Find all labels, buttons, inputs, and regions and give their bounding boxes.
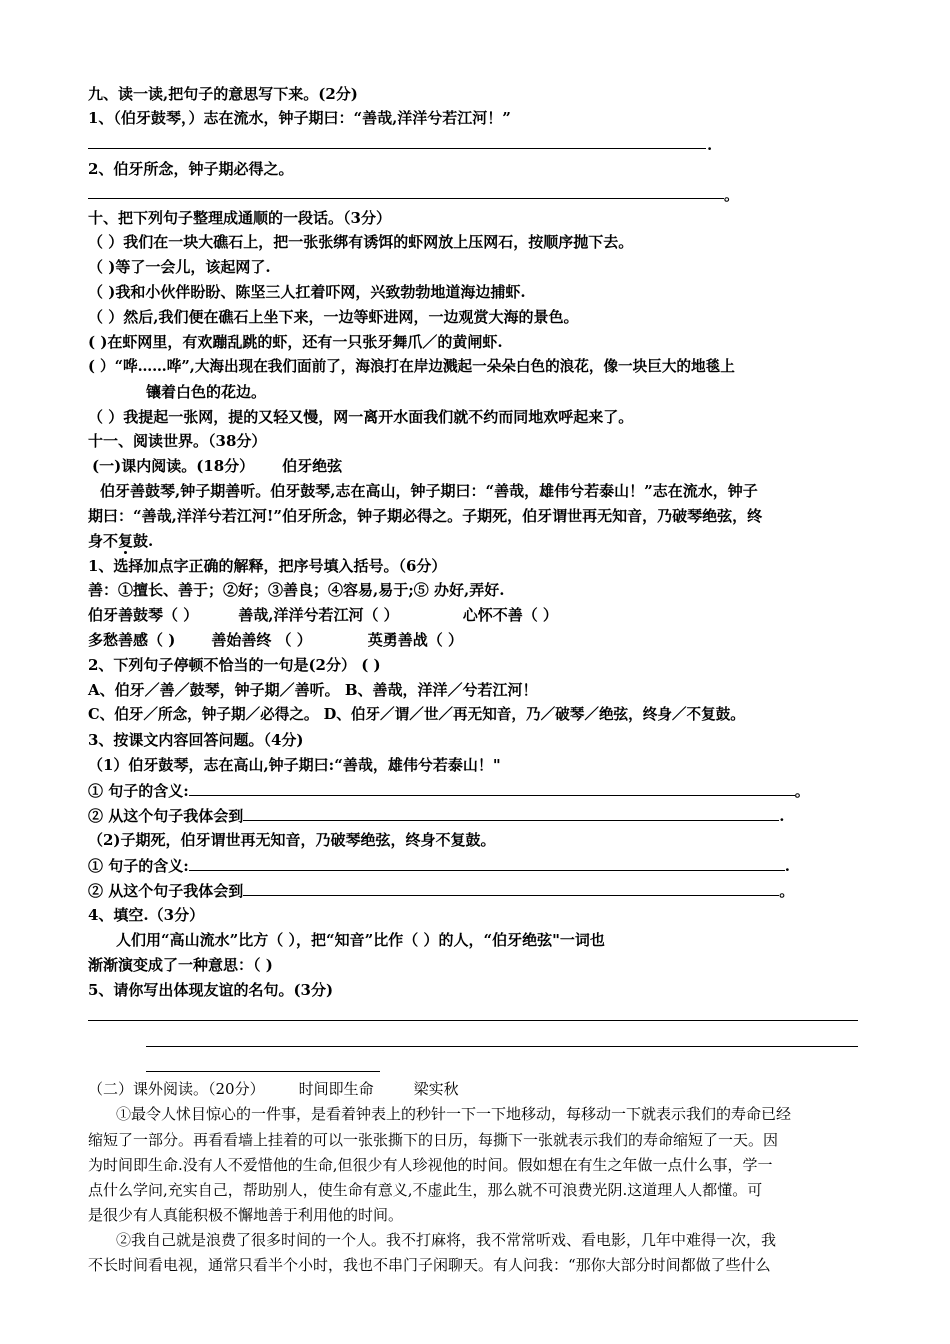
sub4-heading: 4、填空.（3分） — [88, 906, 205, 924]
part2-label: （二）课外阅读。（20分） — [88, 1080, 265, 1098]
part2-author: 梁实秋 — [413, 1080, 459, 1098]
sub5-heading: 5、请你写出体现友谊的名句。(3分) — [88, 981, 334, 999]
part1-label: (一)课内阅读。(18分） — [92, 457, 255, 475]
sub2-heading: 2、下列句子停顿不恰当的一句是(2分） ( ) — [88, 656, 381, 674]
passage-line: 为时间即生命.没有人不爱惜他的生命,但很少有人珍视他的时间。假如想在有生之年做一点什么事，学一 — [88, 1156, 773, 1174]
passage-line: 点什么学问,充实自己，帮助别人，使生命有意义,不虚此生，那么就不可浪费光阴.这道理人人都懂。可 — [88, 1181, 763, 1199]
answer-line[interactable] — [146, 1071, 380, 1072]
sub4-line: 人们用“高山流水”比方（ ），把“知音”比作（ ）的人，“伯牙绝弦"一词也 — [116, 931, 605, 949]
sub1-choice[interactable]: 善始善终 （ ） — [211, 631, 312, 649]
q10-sentence: （ ）我们在一块大礁石上，把一张张绑有诱饵的虾网放上压网石，按顺序抛下去。 — [88, 233, 634, 251]
sub1-choice[interactable]: 多愁善感（ ) — [88, 631, 176, 649]
q10-sentence: （ ）然后,我们便在礁石上坐下来，一边等虾进网，一边观赏大海的景色。 — [88, 308, 579, 326]
passage-line: ②我自己就是浪费了很多时间的一个人。我不打麻将，我不常常听戏、看电影，几年中难得一次，我 — [116, 1231, 777, 1249]
answer-line[interactable] — [146, 1046, 858, 1047]
sub1-choice[interactable]: 心怀不善（ ） — [462, 606, 558, 624]
passage-line: 身不复鼓. — [88, 532, 154, 550]
passage-line: ①最令人怵目惊心的一件事，是看着钟表上的秒针一下一下地移动，每移动一下就表示我们的寿命已经 — [116, 1105, 792, 1123]
sub3-answer-row: ① 句子的含义: . — [88, 857, 790, 875]
q10-sentence: ( )在虾网里，有欢蹦乱跳的虾，还有一只张牙舞爪／的黄闸虾. — [88, 333, 503, 351]
passage-line: 是很少有人真能积极不懈地善于利用他的时间。 — [88, 1206, 404, 1224]
sub1-row — [88, 605, 862, 625]
q9-item2: 2、伯牙所念，钟子期必得之。 — [88, 160, 294, 178]
answer-line[interactable] — [243, 880, 779, 896]
q10-sentence: （ )等了一会儿，该起网了. — [88, 258, 271, 276]
passage-line: 伯牙善鼓琴,钟子期善听。伯牙鼓琴,志在高山，钟子期曰：“善哉，雄伟兮若泰山！”志在流水，钟子 — [100, 482, 758, 500]
dotted-char: 复 — [118, 532, 134, 550]
answer-line[interactable] — [189, 780, 795, 796]
sub3-answer-row: ② 从这个句子我体会到 . — [88, 807, 785, 825]
sub3-question: （2)子期死，伯牙谓世再无知音，乃破琴绝弦，终身不复鼓。 — [88, 831, 496, 849]
sub3-answer-row: ① 句子的含义: 。 — [88, 782, 810, 800]
q10-sentence-cont: 镶着白色的花边。 — [146, 383, 267, 401]
part1-title: 伯牙绝弦 — [282, 457, 343, 475]
sub1-row — [88, 630, 862, 650]
q10-sentence: （ )我和小伙伴盼盼、陈坚三人扛着吓网，兴致勃勃地道海边捕虾. — [88, 283, 526, 301]
passage-line: 缩短了一部分。再看看墙上挂着的可以一张张撕下的日历，每撕下一张就表示我们的寿命缩短了一天。因 — [88, 1131, 779, 1149]
answer-line[interactable] — [243, 805, 779, 821]
sub3-answer-row: ② 从这个句子我体会到 。 — [88, 882, 795, 900]
sub1-meanings: 善：①擅长、善于；②好；③善良；④容易,易于;⑤ 办好,弄好. — [88, 581, 505, 599]
q11-heading: 十一、阅读世界。（38分） — [88, 432, 267, 450]
answer-line[interactable] — [88, 148, 706, 149]
part2-heading — [88, 1079, 862, 1099]
part2-title: 时间即生命 — [298, 1080, 374, 1098]
q9-item1: 1、（伯牙鼓琴，）志在流水，钟子期曰：“善哉,洋洋兮若江河！” — [88, 109, 511, 127]
answer-line[interactable] — [88, 1020, 858, 1021]
q10-sentence: （ ）我提起一张网，提的又轻又慢，网一离开水面我们就不约而同地欢呼起来了。 — [88, 408, 634, 426]
sub3-question: （1）伯牙鼓琴，志在高山,钟子期曰:“善哉，雄伟兮若泰山！" — [88, 756, 501, 774]
sub4-line: 渐渐演变成了一种意思：（ ) — [88, 956, 273, 974]
line-end-mark: . — [707, 136, 713, 154]
sub1-heading: 1、选择加点字正确的解释，把序号填入括号。（6分） — [88, 557, 447, 575]
passage-line: 不长时间看电视，通常只看半个小时，我也不串门子闲聊天。有人问我：“那你大部分时间都做了些什么 — [88, 1256, 771, 1274]
sub1-choice[interactable]: 伯牙善鼓琴（ ） — [88, 606, 199, 624]
sub1-choice[interactable]: 善哉,洋洋兮若江河（ ） — [238, 606, 399, 624]
sub3-heading: 3、按课文内容回答问题。（4分) — [88, 731, 304, 749]
part1-heading — [92, 456, 862, 476]
passage-line: 期曰：“善哉,洋洋兮若江河!”伯牙所念，钟子期必得之。子期死，伯牙谓世再无知音，乃破琴绝弦，终 — [88, 507, 763, 525]
sub1-choice[interactable]: 英勇善战（ ） — [367, 631, 464, 649]
q10-heading: 十、把下列句子整理成通顺的一段话。（3分） — [88, 209, 391, 227]
q10-sentence: ( ）“哗……哗”,大海出现在我们面前了，海浪打在岸边溅起一朵朵白色的浪花，像一块巨大的地毯上 — [88, 358, 735, 375]
q9-heading: 九、读一读,把句子的意思写下来。(2分) — [88, 85, 358, 103]
sub2-options: C、伯牙／所念，钟子期／必得之。 D、伯牙／谓／世／再无知音，乃／破琴／绝弦，终身／不复鼓。 — [88, 706, 745, 723]
sub2-options: A、伯牙／善／鼓琴，钟子期／善听。 B、善哉，洋洋／兮若江河！ — [88, 681, 538, 699]
answer-line[interactable] — [189, 855, 785, 871]
answer-line[interactable] — [88, 198, 724, 199]
line-end-mark: 。 — [724, 186, 740, 204]
